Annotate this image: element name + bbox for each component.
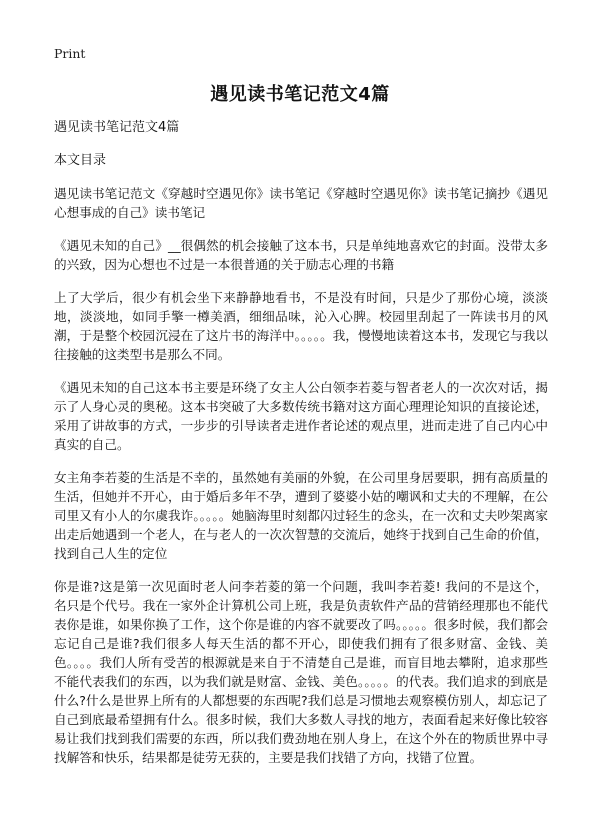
toc-heading: 本文目录 (54, 153, 107, 168)
document-title: 遇见读书笔记范文4篇 (210, 84, 390, 105)
paragraph-1: 《遇见未知的自己》__很偶然的机会接触了这本书，只是单纯地喜欢它的封面。没带太多的兴致，因为心想也不过是一本很普通的关于励志心理的书籍 (54, 238, 548, 272)
paragraph-4: 女主角李若菱的生活是不幸的，虽然她有美丽的外貌，在公司里身居要职，拥有高质量的生活，但她并不开心，由于婚后多年不孕，遭到了婆婆小姑的嘲讽和丈夫的不理解，在公司里又有小人的尔虞我诈。。。。。她脑海里时刻都闪过轻生的念头，在一次和丈夫吵架离家出走后她遇到一个老人，在与老人的一次次智慧的交流后，她终于找到自己生命的价值，找到自己人生的定位 (54, 470, 548, 561)
paragraph-3: 《遇见未知的自己这本书主要是环绕了女主人公白领李若菱与智者老人的一次次对话，揭示了人身心灵的奥秘。这本书突破了大多数传统书籍对这方面心理理论知识的直接论述，采用了讲故事的方式，一步步的引导读者走进作者论述的观点里，进而走进了自己内心中真实的自己。 (54, 380, 548, 452)
document-content (54, 118, 548, 781)
paragraph-5: 你是谁?这是第一次见面时老人问李若菱的第一个问题，我叫李若菱! 我问的不是这个，名只是个代号。我在一家外企计算机公司上班，我是负责软件产品的营销经理那也不能代表你是谁，如果你换了工作，这个你是谁的内容不就要改了吗。。。。。很多时候，我们都会忘记自己是谁?我们很多人每天生活的都不开心，即使我们拥有了很多财富、金钱、美色。。。。我们人所有受苦的根源就是来自于不清楚自己是谁，而盲目地去攀附，追求那些不能代表我们的东西，以为我们就是财富、金钱、美色。。。。。的代表。我们追求的到底是什么?什么是世界上所有的人都想要的东西呢?我们总是习惯地去观察模仿别人，却忘记了自己到底最希望拥有什么。很多时候，我们大多数人寻找的地方，表面看起来好像比较容易让我们找到我们需要的东西，所以我们费劲地在别人身上，在这个外在的物质世界中寻找解答和快乐，结果都是徒劳无获的，主要是我们找错了方向，找错了位置。 (54, 579, 548, 765)
toc-links[interactable]: 遇见读书笔记范文《穿越时空遇见你》读书笔记《穿越时空遇见你》读书笔记摘抄《遇见心想事成的自己》读书笔记 (54, 186, 548, 220)
document-subtitle: 遇见读书笔记范文4篇 (54, 120, 180, 135)
print-link[interactable]: Print (54, 46, 86, 61)
paragraph-2: 上了大学后，很少有机会坐下来静静地看书，不是没有时间，只是少了那份心境，淡淡地，淡淡地，如同手擎一樽美酒，细细品味，沁入心脾。校园里刮起了一阵读书月的风潮，于是整个校园沉浸在了这片书的海洋中。。。。。我，慢慢地读着这本书，发现它与我以往接触的这类型书是那么不同。 (54, 290, 548, 362)
